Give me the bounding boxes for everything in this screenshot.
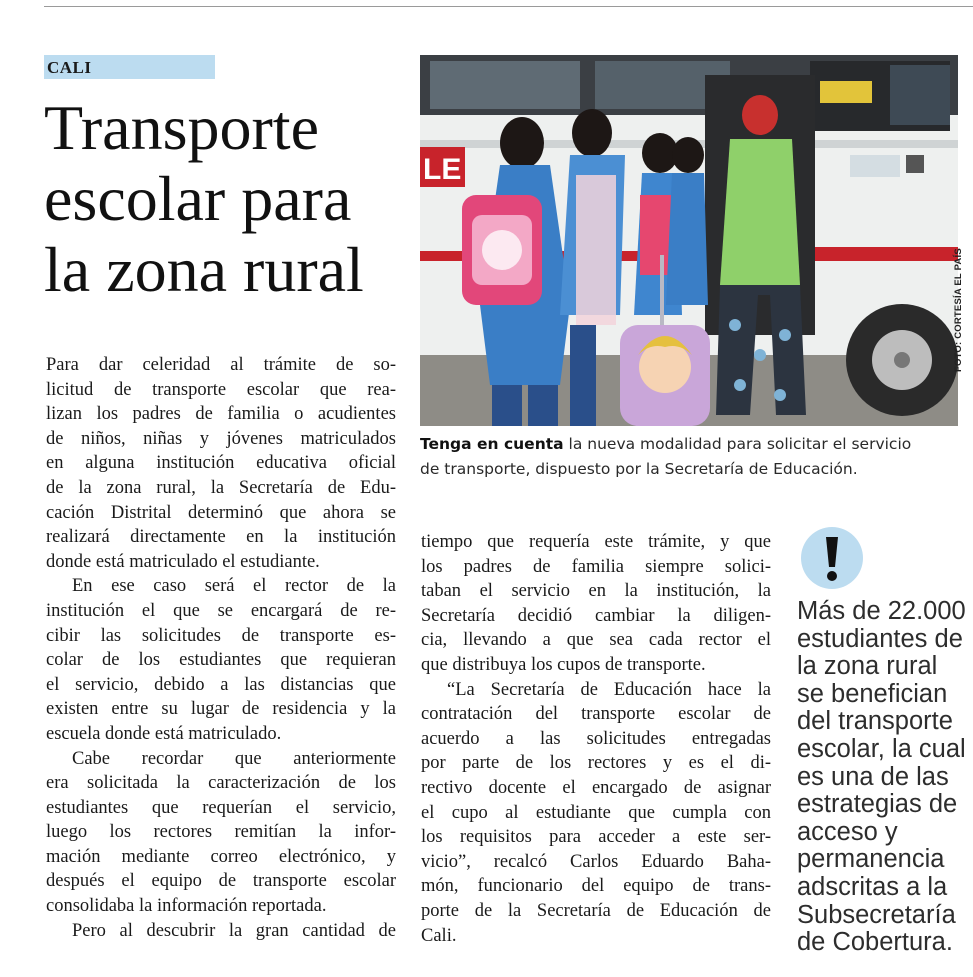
text-line: contratación del transporte escolar de: [421, 704, 771, 725]
headline-line: escolar para: [44, 163, 352, 234]
text-line: escuela donde está matriculado.: [46, 723, 282, 744]
text-line: Secretaría decidió cambiar la diligen-: [421, 605, 771, 626]
text-line: el servicio, debido a las distancias que: [46, 674, 396, 695]
text-line: lizan los padres de familia o acudientes: [46, 404, 396, 425]
callout-line: Más de 22.000: [797, 597, 966, 625]
text-line: licitud de transporte escolar que rea-: [46, 379, 396, 400]
headline: [44, 92, 414, 305]
callout-line: escolar, la cual: [797, 734, 966, 763]
text-line: de la zona rural, la Secretaría de Edu-: [46, 477, 396, 498]
callout-line: acceso y: [797, 817, 898, 846]
text-line: taban el servicio en la institución, la: [421, 581, 771, 602]
text-line: cia, llevando a que sea cada rector el: [421, 630, 771, 651]
text-line: institución el que se encargará de re-: [46, 600, 396, 621]
text-line: porte de la Secretaría de Educación de: [421, 900, 771, 921]
text-line: realizará directamente en la institución: [46, 527, 396, 548]
callout-line: estrategias de: [797, 790, 958, 819]
callout-line: es una de las: [797, 762, 949, 791]
text-line: que distribuya los cupos de transporte.: [421, 654, 706, 675]
text-line: donde está matriculado el estudiante.: [46, 551, 320, 572]
text-line: món, funcionario del equipo de trans-: [421, 876, 771, 897]
text-line: consolidaba la información reportada.: [46, 896, 327, 917]
text-line: tiempo que requería este trámite, y que: [421, 532, 771, 552]
callout-line: adscritas a la: [797, 872, 948, 901]
caption-text: la nueva modalidad para solicitar el servicio de transporte, dispuesto por la Secretaría de Educación.: [420, 435, 912, 478]
news-photo: [420, 55, 958, 426]
text-line: los requisitos para acceder a este ser-: [421, 827, 771, 848]
callout-line: Subsecretaría: [797, 900, 956, 929]
photo-credit: FOTO: CORTESÍA EL PAÍS: [953, 248, 964, 372]
text-line: En ese caso será el rector de la: [72, 576, 396, 597]
text-line: de niños, niñas y jóvenes matriculados: [46, 428, 396, 449]
text-line: después el equipo de transporte escolar: [46, 871, 396, 892]
text-line: Para dar celeridad al trámite de so-: [46, 355, 396, 375]
text-line: luego los rectores remitían la infor-: [46, 822, 396, 843]
text-line: los padres de familia siempre solici-: [421, 556, 771, 577]
text-line: cación Distrital determinó que ahora se: [46, 502, 396, 523]
callout-line: se benefician: [797, 679, 948, 708]
callout-line: estudiantes de: [797, 624, 963, 653]
text-line: estudiantes que requerían el servicio,: [46, 797, 396, 818]
text-line: mación mediante correo electrónico, y: [46, 846, 396, 867]
callout-line: permanencia: [797, 845, 945, 874]
text-line: existen entre su lugar de residencia y la: [46, 699, 396, 720]
text-line: por parte de los rectores y es el di-: [421, 753, 771, 774]
sidebar-callout: [797, 598, 967, 957]
text-line: Pero al descubrir la gran cantidad de: [72, 920, 396, 941]
text-line: en alguna institución educativa oficial: [46, 453, 396, 474]
callout-line: de Cobertura.: [797, 928, 953, 957]
text-line: Cabe recordar que anteriormente: [72, 748, 396, 769]
callout-line: la zona rural: [797, 652, 938, 681]
headline-line: Transporte: [44, 92, 319, 163]
text-line: rectivo docente el encargado de asignar: [421, 777, 771, 798]
text-line: cibir las solicitudes de transporte es-: [46, 625, 396, 646]
text-line: era solicitada la caracterización de los: [46, 773, 396, 794]
text-line: Cali.: [421, 925, 457, 946]
text-line: el cupo al estudiante que cumpla con: [421, 802, 771, 823]
caption-lead: Tenga en cuenta: [420, 435, 564, 453]
text-line: “La Secretaría de Educación hace la: [447, 679, 771, 700]
exclamation-icon: [801, 527, 863, 589]
photo-caption: [420, 432, 920, 482]
article-column-1: [46, 353, 396, 943]
top-rule: [44, 6, 973, 7]
section-tag: CALI: [44, 55, 215, 79]
bus-sign: LE: [423, 153, 462, 186]
callout-line: del transporte: [797, 707, 953, 736]
text-line: colar de los estudiantes que requieran: [46, 650, 396, 671]
article-column-2: [421, 530, 771, 948]
text-line: acuerdo a las solicitudes entregadas: [421, 728, 771, 749]
school-bus-illustration: [420, 55, 958, 426]
text-line: vicio”, recalcó Carlos Eduardo Baha-: [421, 851, 771, 872]
headline-line: la zona rural: [44, 234, 364, 305]
